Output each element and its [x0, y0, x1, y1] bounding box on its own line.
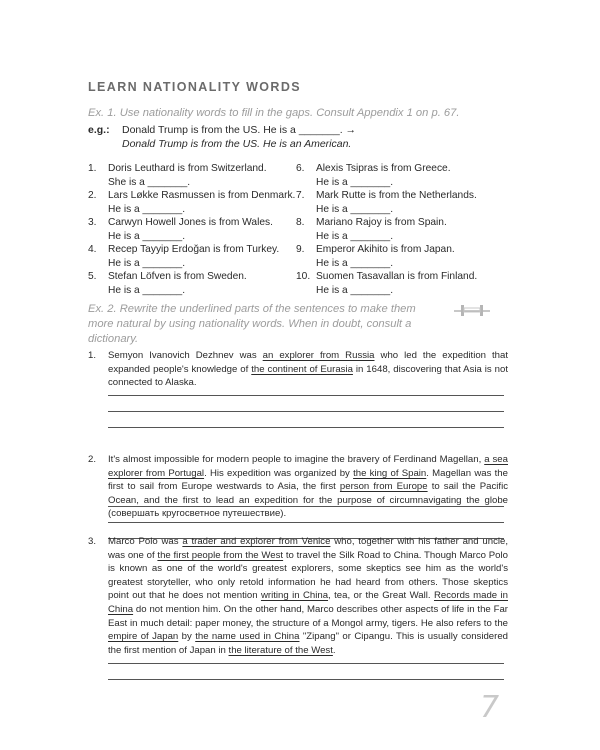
- item-sentence: Doris Leuthard is from Switzerland.: [108, 163, 267, 174]
- ex1-item: [88, 162, 267, 189]
- item-text: [108, 349, 508, 390]
- item-number: 2.: [88, 190, 97, 201]
- ex2-item: [88, 535, 508, 657]
- underlined-phrase: the literature of the West: [228, 644, 333, 656]
- answer-line: [108, 395, 504, 396]
- text-run: It's almost impossible for modern people to imagine the bravery of Ferdinand Magellan,: [108, 454, 485, 465]
- item-text: [108, 535, 508, 657]
- text-run: do not mention him. On the other hand, Marco describes other aspects of life in the Far East in much detail: paper money, the structure of a Mongol army, tigers. He also refers to the: [108, 603, 508, 629]
- answer-line: [108, 427, 504, 428]
- item-sentence: Stefan Löfven is from Sweden.: [108, 271, 247, 282]
- underlined-phrase: empire of Japan: [108, 631, 179, 643]
- ex1-item: [88, 270, 247, 297]
- item-gap: She is a _______.: [108, 176, 191, 188]
- item-sentence: Alexis Tsipras is from Greece.: [316, 163, 451, 174]
- text-run: who led the expedition that expanded people's knowledge of: [108, 350, 509, 375]
- item-number: 1.: [88, 163, 97, 174]
- item-gap: He is a _______.: [316, 257, 394, 269]
- text-run: , tea, or the Great Wall.: [328, 590, 434, 602]
- text-run: who, together with his father and uncle, was one of: [108, 536, 509, 561]
- example-label: e.g.:: [88, 124, 110, 136]
- underlined-phrase: a trader and explorer from Venice: [182, 536, 331, 547]
- text-run: by: [178, 631, 196, 643]
- ex1-item: [88, 216, 273, 243]
- item-number: 2.: [88, 454, 97, 465]
- item-number: 5.: [88, 271, 97, 282]
- ex1-item: [88, 189, 295, 216]
- underlined-phrase: Records made in China: [108, 590, 508, 615]
- ex1-example: [88, 124, 356, 151]
- item-sentence: Mariano Rajoy is from Spain.: [316, 217, 447, 228]
- text-run: to sail the Pacific Ocean, and the first to lead an expedition for the purpose of circumnavigating the globe (совершать кругосветное путешествие).: [108, 481, 508, 520]
- item-number: 7.: [296, 190, 305, 201]
- underlined-phrase: person from Europe: [339, 481, 428, 493]
- item-sentence: Suomen Tasavallan is from Finland.: [316, 271, 478, 282]
- item-number: 6.: [296, 163, 305, 174]
- ex2-instruction: Ex. 2. Rewrite the underlined parts of the sentences to make them more natural by using nationality words. When in doubt, consult a dictionary.: [88, 303, 416, 345]
- ex2-item: [88, 349, 508, 390]
- ex1-item: [88, 243, 279, 270]
- page-number: 7: [480, 690, 500, 725]
- answer-line: [108, 679, 504, 680]
- text-run: . Magellan was the first to sail from Europe westwards to Asia, the first: [108, 467, 508, 493]
- answer-line: [108, 411, 504, 412]
- item-gap: He is a _______.: [316, 176, 394, 188]
- item-number: 9.: [296, 244, 305, 255]
- item-gap: He is a _______.: [316, 230, 394, 242]
- dictionary-icon: [452, 300, 492, 318]
- underlined-phrase: an explorer from Russia: [262, 350, 375, 361]
- item-sentence: Emperor Akihito is from Japan.: [316, 244, 455, 255]
- item-gap: He is a _______.: [316, 203, 394, 215]
- item-gap: He is a _______.: [108, 203, 186, 215]
- item-sentence: Recep Tayyip Erdoğan is from Turkey.: [108, 244, 280, 255]
- item-gap: He is a _______.: [316, 284, 394, 296]
- item-sentence: Mark Rutte is from the Netherlands.: [316, 190, 477, 201]
- item-sentence: Lars Løkke Rasmussen is from Denmark.: [108, 190, 296, 201]
- text-run: in 1648, discovering that Asia is not connected to Alaska.: [108, 363, 508, 389]
- example-sentence: Donald Trump is from the US. He is a _______. →: [122, 124, 357, 136]
- answer-line: [108, 506, 504, 507]
- underlined-phrase: a sea explorer from Portugal: [108, 454, 508, 479]
- text-run: Semyon Ivanovich Dezhnev was: [108, 350, 263, 361]
- item-number: 10.: [296, 271, 311, 282]
- ex1-instruction: Ex. 1. Use nationality words to fill in the gaps. Consult Appendix 1 on p. 67.: [88, 107, 460, 119]
- ex1-item: [296, 270, 477, 297]
- underlined-phrase: writing in China: [260, 590, 329, 602]
- item-gap: He is a _______.: [108, 284, 186, 296]
- item-number: 1.: [88, 350, 97, 361]
- underlined-phrase: the name used in China: [195, 631, 300, 643]
- page-title: LEARN NATIONALITY WORDS: [88, 80, 301, 94]
- underlined-phrase: the continent of Eurasia: [251, 363, 353, 375]
- item-number: 8.: [296, 217, 305, 228]
- ex1-item: [296, 162, 451, 189]
- text-run: Marco Polo was: [108, 536, 183, 547]
- ex2-item: [88, 453, 508, 521]
- item-gap: He is a _______.: [108, 230, 186, 242]
- text-run: . His expedition was organized by: [204, 467, 354, 479]
- answer-line: [108, 663, 504, 664]
- ex1-item: [296, 189, 477, 216]
- item-text: [108, 453, 508, 521]
- item-number: 4.: [88, 244, 97, 255]
- example-answer: Donald Trump is from the US. He is an American.: [122, 137, 352, 150]
- underlined-phrase: the king of Spain: [353, 467, 427, 479]
- text-run: .: [332, 644, 336, 656]
- item-number: 3.: [88, 536, 97, 547]
- text-run: to travel the Silk Road to China. Though Marco Polo is known as one of the world's greatest explorers, some skeptics see him as the world's greatest storyteller, who only retold information he had heard from others. Those skeptics point out that he does not mention: [108, 549, 508, 602]
- underlined-phrase: the first people from the West: [157, 549, 284, 561]
- ex1-item: [296, 243, 455, 270]
- item-sentence: Carwyn Howell Jones is from Wales.: [108, 217, 273, 228]
- item-gap: He is a _______.: [108, 257, 186, 269]
- item-number: 3.: [88, 217, 97, 228]
- ex1-item: [296, 216, 447, 243]
- answer-line: [108, 522, 504, 523]
- text-run: "Zipang" or Cipangu. This is usually considered the first mention of Japan in: [108, 631, 509, 656]
